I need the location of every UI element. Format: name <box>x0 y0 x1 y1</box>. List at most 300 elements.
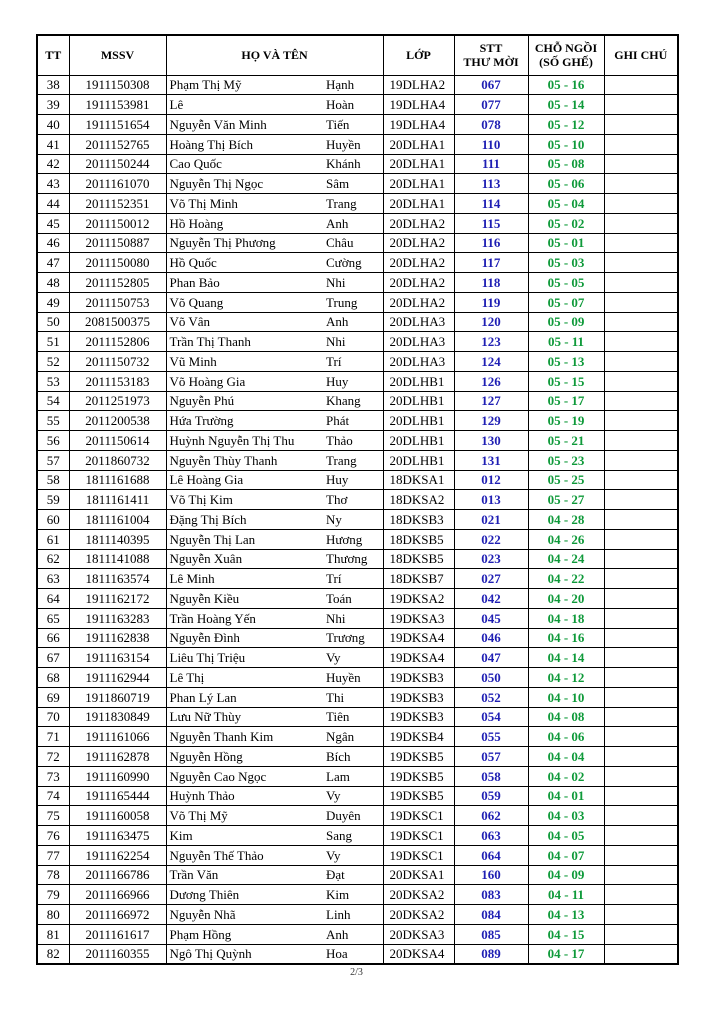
cell-note <box>604 766 678 786</box>
cell-surname: Hoàng Thị Bích <box>166 134 322 154</box>
cell-class: 19DKSB3 <box>383 668 454 688</box>
cell-surname: Phan Bảo <box>166 273 322 293</box>
cell-given-name: Trung <box>322 292 383 312</box>
table-row <box>37 589 678 609</box>
cell-surname: Võ Quang <box>166 292 322 312</box>
cell-surname: Nguyễn Xuân <box>166 549 322 569</box>
cell-seat: 05 - 19 <box>528 411 604 431</box>
table-row <box>37 174 678 194</box>
cell-invitation-number: 119 <box>454 292 528 312</box>
cell-surname: Nguyễn Cao Ngọc <box>166 766 322 786</box>
cell-class: 20DLHB1 <box>383 391 454 411</box>
cell-given-name: Vy <box>322 648 383 668</box>
cell-surname: Nguyễn Kiều <box>166 589 322 609</box>
cell-note <box>604 845 678 865</box>
cell-given-name: Tiến <box>322 115 383 135</box>
table-row <box>37 865 678 885</box>
cell-mssv: 2011153183 <box>69 371 166 391</box>
cell-note <box>604 826 678 846</box>
cell-given-name: Đạt <box>322 865 383 885</box>
cell-note <box>604 332 678 352</box>
cell-class: 19DKSB5 <box>383 766 454 786</box>
cell-mssv: 2011150012 <box>69 213 166 233</box>
table-row <box>37 668 678 688</box>
cell-seat: 05 - 05 <box>528 273 604 293</box>
cell-seat: 04 - 11 <box>528 885 604 905</box>
cell-mssv: 2011860732 <box>69 450 166 470</box>
table-row <box>37 727 678 747</box>
cell-tt: 74 <box>37 786 69 806</box>
table-row <box>37 75 678 95</box>
table-row <box>37 95 678 115</box>
cell-surname: Ngô Thị Quỳnh <box>166 944 322 964</box>
cell-class: 19DLHA4 <box>383 115 454 135</box>
cell-invitation-number: 085 <box>454 924 528 944</box>
cell-mssv: 1811163574 <box>69 569 166 589</box>
cell-mssv: 2011200538 <box>69 411 166 431</box>
cell-surname: Trần Văn <box>166 865 322 885</box>
cell-seat: 05 - 17 <box>528 391 604 411</box>
cell-mssv: 1911161066 <box>69 727 166 747</box>
header-stt-line1: STT <box>479 41 503 56</box>
cell-mssv: 1911160990 <box>69 766 166 786</box>
cell-surname: Trần Thị Thanh <box>166 332 322 352</box>
table-row <box>37 885 678 905</box>
cell-mssv: 2011161070 <box>69 174 166 194</box>
cell-seat: 04 - 06 <box>528 727 604 747</box>
cell-class: 20DLHA1 <box>383 174 454 194</box>
cell-invitation-number: 050 <box>454 668 528 688</box>
cell-class: 18DKSA1 <box>383 470 454 490</box>
cell-given-name: Khang <box>322 391 383 411</box>
cell-invitation-number: 124 <box>454 352 528 372</box>
cell-given-name: Thương <box>322 549 383 569</box>
cell-seat: 04 - 04 <box>528 747 604 767</box>
cell-class: 19DKSA2 <box>383 589 454 609</box>
cell-invitation-number: 123 <box>454 332 528 352</box>
cell-invitation-number: 111 <box>454 154 528 174</box>
cell-seat: 04 - 20 <box>528 589 604 609</box>
cell-invitation-number: 116 <box>454 233 528 253</box>
cell-note <box>604 450 678 470</box>
cell-seat: 04 - 07 <box>528 845 604 865</box>
cell-tt: 38 <box>37 75 69 95</box>
cell-invitation-number: 126 <box>454 371 528 391</box>
cell-tt: 45 <box>37 213 69 233</box>
cell-tt: 77 <box>37 845 69 865</box>
cell-note <box>604 352 678 372</box>
cell-tt: 60 <box>37 510 69 530</box>
cell-seat: 04 - 17 <box>528 944 604 964</box>
cell-seat: 05 - 06 <box>528 174 604 194</box>
cell-seat: 04 - 16 <box>528 628 604 648</box>
cell-invitation-number: 160 <box>454 865 528 885</box>
table-row <box>37 608 678 628</box>
cell-class: 19DLHA4 <box>383 95 454 115</box>
table-row <box>37 826 678 846</box>
table-row <box>37 115 678 135</box>
cell-tt: 76 <box>37 826 69 846</box>
cell-given-name: Khánh <box>322 154 383 174</box>
cell-given-name: Anh <box>322 312 383 332</box>
header-seat-line2: (SỐ GHẾ) <box>539 55 593 70</box>
cell-mssv: 2011166786 <box>69 865 166 885</box>
cell-surname: Nguyễn Thị Phương <box>166 233 322 253</box>
cell-seat: 04 - 09 <box>528 865 604 885</box>
cell-class: 18DKSB5 <box>383 529 454 549</box>
cell-seat: 04 - 22 <box>528 569 604 589</box>
cell-mssv: 2011150753 <box>69 292 166 312</box>
cell-class: 18DKSB7 <box>383 569 454 589</box>
header-seat <box>528 35 604 75</box>
cell-note <box>604 569 678 589</box>
table-row <box>37 707 678 727</box>
cell-mssv: 1811161004 <box>69 510 166 530</box>
cell-invitation-number: 113 <box>454 174 528 194</box>
cell-tt: 59 <box>37 490 69 510</box>
cell-note <box>604 687 678 707</box>
cell-seat: 04 - 12 <box>528 668 604 688</box>
cell-class: 20DLHA3 <box>383 352 454 372</box>
cell-note <box>604 75 678 95</box>
cell-invitation-number: 078 <box>454 115 528 135</box>
cell-class: 20DKSA2 <box>383 885 454 905</box>
cell-invitation-number: 055 <box>454 727 528 747</box>
cell-given-name: Thi <box>322 687 383 707</box>
cell-given-name: Ny <box>322 510 383 530</box>
cell-note <box>604 292 678 312</box>
cell-seat: 04 - 05 <box>528 826 604 846</box>
table-row <box>37 806 678 826</box>
cell-given-name: Châu <box>322 233 383 253</box>
cell-given-name: Huy <box>322 470 383 490</box>
cell-mssv: 2011166966 <box>69 885 166 905</box>
cell-given-name: Vy <box>322 845 383 865</box>
cell-class: 19DKSB5 <box>383 747 454 767</box>
cell-class: 19DKSB5 <box>383 786 454 806</box>
cell-tt: 73 <box>37 766 69 786</box>
cell-class: 20DLHA2 <box>383 253 454 273</box>
cell-seat: 04 - 24 <box>528 549 604 569</box>
cell-tt: 72 <box>37 747 69 767</box>
cell-class: 18DKSB5 <box>383 549 454 569</box>
cell-invitation-number: 077 <box>454 95 528 115</box>
header-row <box>37 35 678 75</box>
cell-invitation-number: 059 <box>454 786 528 806</box>
cell-note <box>604 95 678 115</box>
cell-surname: Võ Hoàng Gia <box>166 371 322 391</box>
table-row <box>37 391 678 411</box>
cell-class: 19DKSC1 <box>383 826 454 846</box>
cell-tt: 80 <box>37 905 69 925</box>
cell-note <box>604 648 678 668</box>
cell-note <box>604 707 678 727</box>
cell-given-name: Anh <box>322 213 383 233</box>
cell-invitation-number: 115 <box>454 213 528 233</box>
cell-note <box>604 273 678 293</box>
cell-note <box>604 608 678 628</box>
cell-tt: 48 <box>37 273 69 293</box>
cell-tt: 61 <box>37 529 69 549</box>
header-seat-line1: CHỖ NGỒI <box>534 41 598 56</box>
cell-note <box>604 549 678 569</box>
table-row <box>37 213 678 233</box>
cell-seat: 05 - 01 <box>528 233 604 253</box>
cell-mssv: 1911860719 <box>69 687 166 707</box>
cell-invitation-number: 022 <box>454 529 528 549</box>
table-row <box>37 845 678 865</box>
cell-class: 20DKSA1 <box>383 865 454 885</box>
cell-mssv: 1911163283 <box>69 608 166 628</box>
cell-invitation-number: 052 <box>454 687 528 707</box>
cell-mssv: 2011152805 <box>69 273 166 293</box>
cell-seat: 05 - 09 <box>528 312 604 332</box>
cell-mssv: 1911151654 <box>69 115 166 135</box>
cell-seat: 05 - 03 <box>528 253 604 273</box>
cell-given-name: Trí <box>322 569 383 589</box>
cell-tt: 78 <box>37 865 69 885</box>
cell-tt: 75 <box>37 806 69 826</box>
cell-class: 19DKSB3 <box>383 687 454 707</box>
header-mssv: MSSV <box>69 35 166 75</box>
table-row <box>37 273 678 293</box>
cell-invitation-number: 114 <box>454 194 528 214</box>
cell-note <box>604 194 678 214</box>
cell-class: 19DKSA4 <box>383 628 454 648</box>
cell-class: 20DKSA4 <box>383 944 454 964</box>
cell-surname: Lê Thị <box>166 668 322 688</box>
table-row <box>37 233 678 253</box>
cell-seat: 05 - 15 <box>528 371 604 391</box>
cell-tt: 53 <box>37 371 69 391</box>
cell-tt: 79 <box>37 885 69 905</box>
header-note: GHI CHÚ <box>604 35 678 75</box>
cell-given-name: Cường <box>322 253 383 273</box>
cell-note <box>604 905 678 925</box>
cell-class: 20DLHA1 <box>383 154 454 174</box>
cell-surname: Dương Thiên <box>166 885 322 905</box>
cell-note <box>604 470 678 490</box>
cell-surname: Kim <box>166 826 322 846</box>
cell-given-name: Nhi <box>322 608 383 628</box>
cell-note <box>604 727 678 747</box>
cell-seat: 04 - 01 <box>528 786 604 806</box>
cell-seat: 05 - 23 <box>528 450 604 470</box>
cell-invitation-number: 129 <box>454 411 528 431</box>
table-row <box>37 786 678 806</box>
cell-invitation-number: 023 <box>454 549 528 569</box>
cell-given-name: Thơ <box>322 490 383 510</box>
cell-note <box>604 924 678 944</box>
cell-surname: Nguyễn Thị Ngọc <box>166 174 322 194</box>
cell-note <box>604 490 678 510</box>
cell-note <box>604 944 678 964</box>
cell-note <box>604 806 678 826</box>
cell-class: 20DLHA2 <box>383 213 454 233</box>
cell-tt: 47 <box>37 253 69 273</box>
cell-given-name: Trương <box>322 628 383 648</box>
cell-mssv: 2011150732 <box>69 352 166 372</box>
cell-note <box>604 134 678 154</box>
cell-note <box>604 371 678 391</box>
cell-given-name: Ngân <box>322 727 383 747</box>
cell-given-name: Vy <box>322 786 383 806</box>
cell-mssv: 1911163475 <box>69 826 166 846</box>
cell-tt: 64 <box>37 589 69 609</box>
table-row <box>37 470 678 490</box>
cell-note <box>604 391 678 411</box>
cell-surname: Huỳnh Thảo <box>166 786 322 806</box>
cell-seat: 04 - 15 <box>528 924 604 944</box>
cell-given-name: Toán <box>322 589 383 609</box>
cell-note <box>604 589 678 609</box>
cell-surname: Cao Quốc <box>166 154 322 174</box>
cell-mssv: 1911162944 <box>69 668 166 688</box>
cell-tt: 63 <box>37 569 69 589</box>
cell-class: 20DLHA3 <box>383 332 454 352</box>
cell-given-name: Linh <box>322 905 383 925</box>
cell-invitation-number: 063 <box>454 826 528 846</box>
cell-class: 19DKSB3 <box>383 707 454 727</box>
table-row <box>37 944 678 964</box>
cell-mssv: 2011152765 <box>69 134 166 154</box>
header-stt-line2: THƯ MỜI <box>463 55 519 70</box>
cell-given-name: Trang <box>322 450 383 470</box>
cell-class: 20DLHB1 <box>383 431 454 451</box>
table-row <box>37 628 678 648</box>
cell-seat: 05 - 27 <box>528 490 604 510</box>
cell-seat: 05 - 02 <box>528 213 604 233</box>
cell-invitation-number: 110 <box>454 134 528 154</box>
cell-surname: Hồ Hoàng <box>166 213 322 233</box>
cell-mssv: 1811161411 <box>69 490 166 510</box>
cell-tt: 51 <box>37 332 69 352</box>
cell-invitation-number: 083 <box>454 885 528 905</box>
cell-class: 20DKSA3 <box>383 924 454 944</box>
cell-class: 20DLHA3 <box>383 312 454 332</box>
cell-mssv: 1911830849 <box>69 707 166 727</box>
cell-class: 19DKSB4 <box>383 727 454 747</box>
cell-invitation-number: 131 <box>454 450 528 470</box>
cell-tt: 68 <box>37 668 69 688</box>
cell-given-name: Anh <box>322 924 383 944</box>
cell-mssv: 1911162878 <box>69 747 166 767</box>
cell-invitation-number: 127 <box>454 391 528 411</box>
cell-mssv: 2011152351 <box>69 194 166 214</box>
cell-given-name: Hạnh <box>322 75 383 95</box>
table-row <box>37 510 678 530</box>
cell-mssv: 2011150887 <box>69 233 166 253</box>
cell-surname: Nguyễn Hồng <box>166 747 322 767</box>
cell-given-name: Nhi <box>322 273 383 293</box>
cell-surname: Võ Vân <box>166 312 322 332</box>
cell-tt: 50 <box>37 312 69 332</box>
cell-class: 20DLHA2 <box>383 292 454 312</box>
cell-tt: 66 <box>37 628 69 648</box>
cell-given-name: Nhi <box>322 332 383 352</box>
cell-surname: Nguyễn Văn Minh <box>166 115 322 135</box>
cell-seat: 05 - 25 <box>528 470 604 490</box>
cell-tt: 41 <box>37 134 69 154</box>
cell-given-name: Hoàn <box>322 95 383 115</box>
cell-tt: 52 <box>37 352 69 372</box>
cell-note <box>604 312 678 332</box>
cell-surname: Võ Thị Mỹ <box>166 806 322 826</box>
cell-given-name: Duyên <box>322 806 383 826</box>
table-row <box>37 312 678 332</box>
cell-given-name: Hoa <box>322 944 383 964</box>
table-row <box>37 154 678 174</box>
cell-class: 20DLHA1 <box>383 194 454 214</box>
cell-seat: 05 - 12 <box>528 115 604 135</box>
cell-mssv: 1911153981 <box>69 95 166 115</box>
cell-invitation-number: 089 <box>454 944 528 964</box>
cell-seat: 05 - 11 <box>528 332 604 352</box>
cell-invitation-number: 027 <box>454 569 528 589</box>
cell-class: 20DLHA2 <box>383 233 454 253</box>
cell-note <box>604 233 678 253</box>
cell-tt: 39 <box>37 95 69 115</box>
table-row <box>37 371 678 391</box>
cell-class: 20DLHB1 <box>383 450 454 470</box>
cell-invitation-number: 046 <box>454 628 528 648</box>
cell-note <box>604 510 678 530</box>
cell-given-name: Bích <box>322 747 383 767</box>
cell-surname: Liêu Thị Triệu <box>166 648 322 668</box>
table-row <box>37 905 678 925</box>
cell-invitation-number: 013 <box>454 490 528 510</box>
cell-tt: 69 <box>37 687 69 707</box>
cell-invitation-number: 058 <box>454 766 528 786</box>
cell-invitation-number: 084 <box>454 905 528 925</box>
cell-seat: 05 - 08 <box>528 154 604 174</box>
cell-given-name: Sang <box>322 826 383 846</box>
cell-note <box>604 529 678 549</box>
cell-note <box>604 431 678 451</box>
cell-given-name: Hương <box>322 529 383 549</box>
cell-invitation-number: 042 <box>454 589 528 609</box>
cell-seat: 04 - 14 <box>528 648 604 668</box>
cell-tt: 42 <box>37 154 69 174</box>
cell-mssv: 1911162254 <box>69 845 166 865</box>
cell-invitation-number: 064 <box>454 845 528 865</box>
cell-class: 18DKSA2 <box>383 490 454 510</box>
cell-surname: Nguyễn Đình <box>166 628 322 648</box>
header-name: HỌ VÀ TÊN <box>166 35 383 75</box>
cell-mssv: 1911162172 <box>69 589 166 609</box>
cell-class: 18DKSB3 <box>383 510 454 530</box>
cell-tt: 55 <box>37 411 69 431</box>
cell-surname: Nguyễn Thanh Kim <box>166 727 322 747</box>
cell-class: 20DLHB1 <box>383 371 454 391</box>
cell-invitation-number: 062 <box>454 806 528 826</box>
cell-invitation-number: 057 <box>454 747 528 767</box>
cell-note <box>604 174 678 194</box>
cell-note <box>604 213 678 233</box>
cell-seat: 05 - 21 <box>528 431 604 451</box>
cell-given-name: Sâm <box>322 174 383 194</box>
cell-surname: Lê Minh <box>166 569 322 589</box>
table-body <box>37 75 678 964</box>
cell-seat: 05 - 07 <box>528 292 604 312</box>
cell-note <box>604 668 678 688</box>
cell-surname: Nguyễn Thùy Thanh <box>166 450 322 470</box>
cell-mssv: 1911160058 <box>69 806 166 826</box>
cell-seat: 05 - 16 <box>528 75 604 95</box>
cell-tt: 46 <box>37 233 69 253</box>
cell-tt: 40 <box>37 115 69 135</box>
cell-class: 19DLHA2 <box>383 75 454 95</box>
